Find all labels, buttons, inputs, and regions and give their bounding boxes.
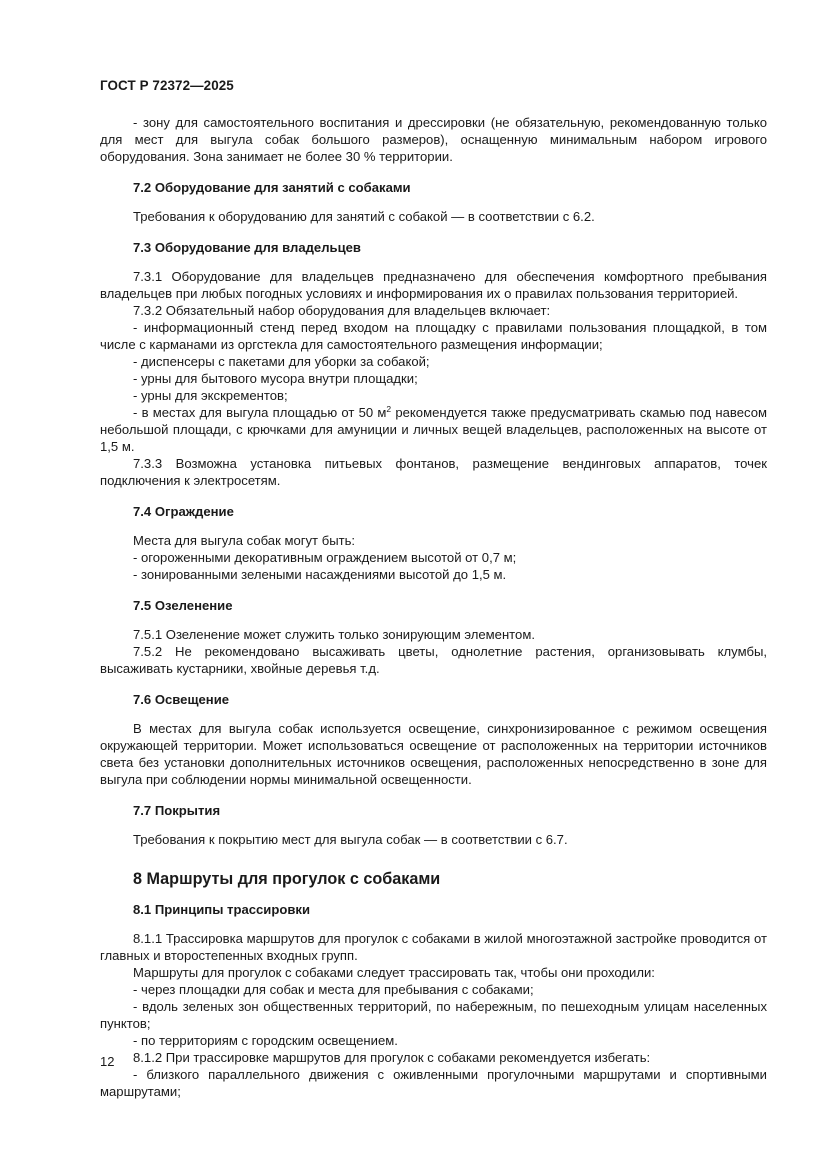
list-item: - информационный стенд перед входом на площадку с правилами пользования площадкой, в том числе с карманами из оргстекла для самостоятельного размещения информации; bbox=[100, 320, 767, 352]
section-heading: 7.2 Оборудование для занятий с собаками bbox=[133, 180, 411, 195]
paragraph: - зону для самостоятельного воспитания и дрессировки (не обязательную, рекомендованную только для мест для выгула собак большого размеров), оснащенную минимальным набором игрового оборудования. Зона занимает не более 30 % территории. bbox=[100, 115, 767, 164]
paragraph: Требования к покрытию мест для выгула собак — в соответствии с 6.7. bbox=[133, 832, 568, 847]
section-heading: 7.6 Освещение bbox=[133, 692, 230, 707]
section-heading: 7.3 Оборудование для владельцев bbox=[133, 240, 361, 255]
paragraph: 8.1.1 Трассировка маршрутов для прогулок с собаками в жилой многоэтажной застройке проводится от главных и второстепенных входных групп. bbox=[100, 931, 767, 963]
paragraph: 7.3.2 Обязательный набор оборудования для владельцев включает: bbox=[133, 303, 551, 318]
page-number: 12 bbox=[100, 1054, 115, 1069]
paragraph: 7.5.2 Не рекомендовано высаживать цветы, однолетние растения, организовывать клумбы, высаживать кустарники, хвойные деревья т.д. bbox=[100, 644, 767, 676]
paragraph: 8.1.2 При трассировке маршрутов для прогулок с собаками рекомендуется избегать: bbox=[133, 1050, 651, 1065]
paragraph: Места для выгула собак могут быть: bbox=[133, 533, 356, 548]
paragraph: 7.3.1 Оборудование для владельцев предназначено для обеспечения комфортного пребывания владельцев при любых погодных условиях и информирования их о правилах пользования территорией. bbox=[100, 269, 767, 301]
list-item: - урны для бытового мусора внутри площадки; bbox=[133, 371, 418, 386]
document-header: ГОСТ Р 72372—2025 bbox=[100, 78, 234, 93]
paragraph: В местах для выгула собак используется освещение, синхронизированное с режимом освещения окружающей территории. Может использоваться освещение от расположенных на территории источников света без установки дополнительных источников освещения, расположенных непосредственно в зоне для выгула при соблюдении нормы минимальной освещенности. bbox=[100, 721, 767, 787]
superscript: 2 bbox=[386, 404, 392, 414]
section-heading: 7.4 Ограждение bbox=[133, 504, 234, 519]
list-item bbox=[100, 404, 767, 455]
list-item: - диспенсеры с пакетами для уборки за собакой; bbox=[133, 354, 430, 369]
section-heading: 7.7 Покрытия bbox=[133, 803, 221, 818]
text-run: рекомендуется также предусматривать скамью под навесом небольшой площади, с крючками для амуниции и личных вещей владельцев, расположенных на высоте от 1,5 м. bbox=[100, 405, 767, 454]
section-heading: 7.5 Озеленение bbox=[133, 598, 233, 613]
list-item: - по территориям с городским освещением. bbox=[133, 1033, 398, 1048]
section-heading: 8.1 Принципы трассировки bbox=[133, 902, 310, 917]
paragraph: 7.5.1 Озеленение может служить только зонирующим элементом. bbox=[133, 627, 535, 642]
document-body bbox=[100, 114, 767, 1100]
list-item: - урны для экскрементов; bbox=[133, 388, 288, 403]
chapter-heading: 8 Маршруты для прогулок с собаками bbox=[133, 870, 441, 888]
list-item: - огороженными декоративным ограждением высотой от 0,7 м; bbox=[133, 550, 517, 565]
list-item: - близкого параллельного движения с оживленными прогулочными маршрутами и спортивными маршрутами; bbox=[100, 1067, 767, 1099]
paragraph: 7.3.3 Возможна установка питьевых фонтанов, размещение вендинговых аппаратов, точек подключения к электросетям. bbox=[100, 456, 767, 488]
paragraph: Требования к оборудованию для занятий с собакой — в соответствии с 6.2. bbox=[133, 209, 595, 224]
text-run: - в местах для выгула площадью от 50 м bbox=[133, 405, 387, 420]
paragraph: Маршруты для прогулок с собаками следует трассировать так, чтобы они проходили: bbox=[133, 965, 655, 980]
list-item: - зонированными зелеными насаждениями высотой до 1,5 м. bbox=[133, 567, 507, 582]
list-item: - через площадки для собак и места для пребывания с собаками; bbox=[133, 982, 534, 997]
list-item: - вдоль зеленых зон общественных территорий, по набережным, по пешеходным улицам населенных пунктов; bbox=[100, 999, 767, 1031]
